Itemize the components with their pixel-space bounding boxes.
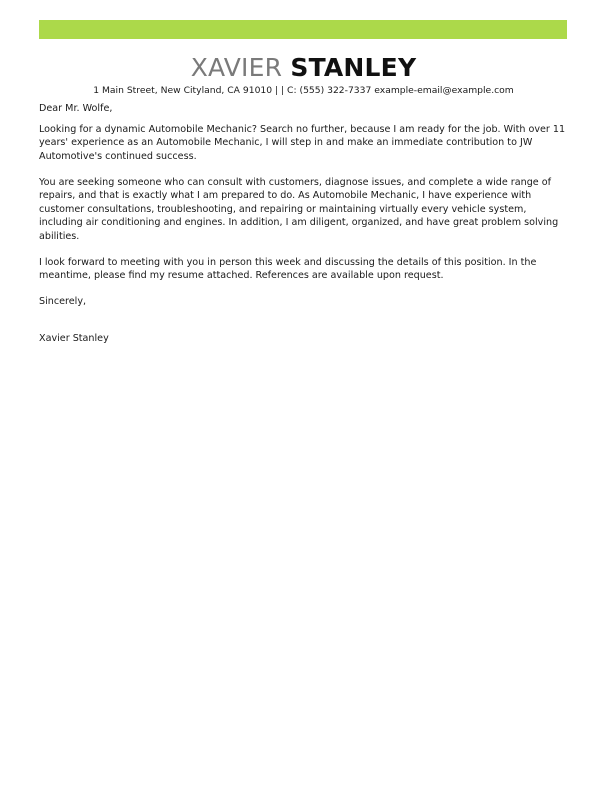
signature: Xavier Stanley (39, 332, 109, 344)
paragraph-intro: Looking for a dynamic Automobile Mechanic? Search no further, because I am ready for the job. With over 11 years' experience as an Automobile Mechanic, I will step in and make an immediate contribution to JW Automotive's continued success. (39, 123, 566, 162)
header-accent-bar (39, 20, 567, 39)
salutation: Dear Mr. Wolfe, (39, 103, 113, 114)
applicant-name (0, 52, 607, 84)
contact-info: 1 Main Street, New Cityland, CA 91010 | | C: (555) 322-7337 example-email@example.com (93, 85, 514, 96)
paragraph-experience: You are seeking someone who can consult with customers, diagnose issues, and complete a wide range of repairs, and that is exactly what I am prepared to do. As Automobile Mechanic, I have experience with customer consultations, troubleshooting, and repairing or maintaining virtually every vehicle system, including air conditioning and engines. In addition, I am diligent, organized, and have great problem solving abilities. (39, 176, 559, 242)
applicant-last-name: STANLEY (290, 53, 417, 82)
applicant-first-name: XAVIER (190, 53, 283, 82)
letter-body (39, 102, 569, 358)
paragraph-closing: I look forward to meeting with you in person this week and discussing the details of this position. In the meantime, please find my resume attached. References are available upon request. (39, 256, 537, 281)
closing: Sincerely, (39, 296, 87, 307)
